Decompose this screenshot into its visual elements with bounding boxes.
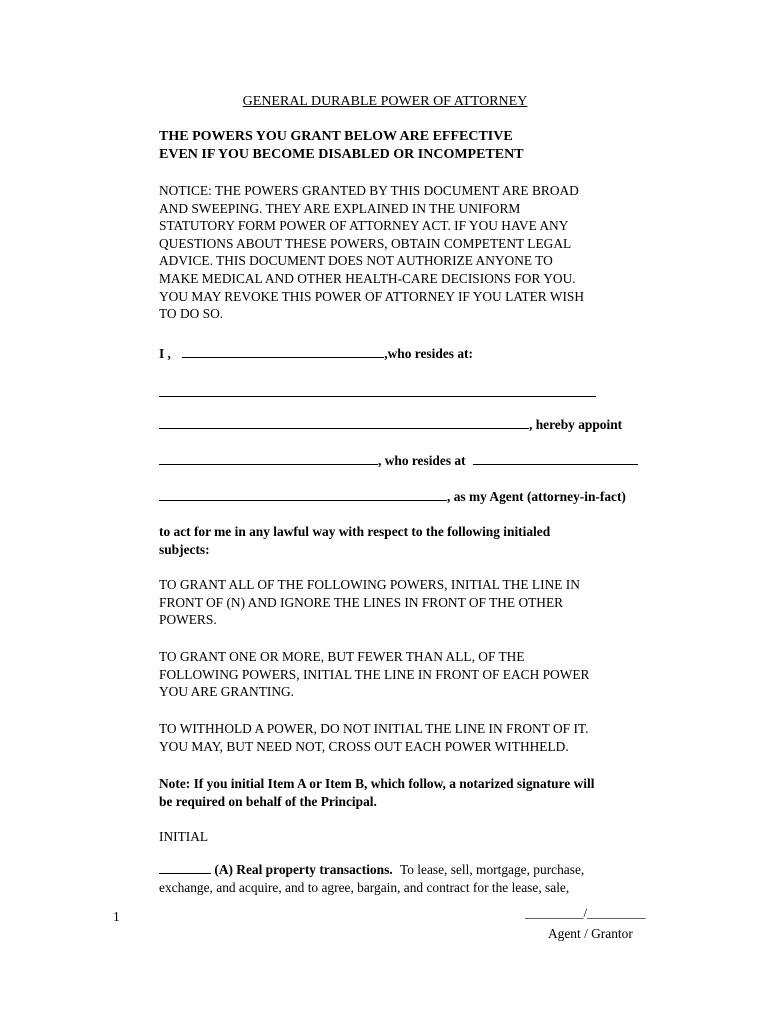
note-paragraph (159, 775, 659, 810)
agent-address-field-2[interactable] (159, 488, 447, 501)
effective-line-2: EVEN IF YOU BECOME DISABLED OR INCOMPETENT (159, 147, 524, 162)
grant-some-paragraph (159, 648, 659, 701)
notice-line: MAKE MEDICAL AND OTHER HEALTH-CARE DECISIONS FOR YOU. (159, 270, 576, 286)
withhold-line: TO WITHHOLD A POWER, DO NOT INITIAL THE LINE IN FRONT OF IT. (159, 721, 589, 736)
notice-line: STATUTORY FORM POWER OF ATTORNEY ACT. IF YOU HAVE ANY (159, 218, 569, 234)
i-label: I , (159, 346, 171, 361)
notice-line: TO DO SO. (159, 306, 224, 322)
item-a-line-1 (159, 861, 659, 879)
signature-label: Agent / Grantor (548, 926, 633, 941)
document-title: GENERAL DURABLE POWER OF ATTORNEY (242, 94, 528, 109)
hereby-appoint-label: , hereby appoint (529, 417, 623, 432)
agent-row (159, 452, 638, 469)
as-agent-label: , as my Agent (attorney-in-fact) (447, 489, 626, 504)
notice-line: ADVICE. THIS DOCUMENT DOES NOT AUTHORIZE ANYONE TO (159, 253, 553, 269)
act-for-me-paragraph (159, 523, 659, 558)
notice-line: AND SWEEPING. THEY ARE EXPLAINED IN THE UNIFORM (159, 200, 521, 216)
act-line: to act for me in any lawful way with respect to the following initialed (159, 524, 551, 539)
grant-all-line: TO GRANT ALL OF THE FOLLOWING POWERS, INITIAL THE LINE IN (159, 577, 580, 592)
initial-label: INITIAL (159, 829, 209, 844)
grant-some-line: TO GRANT ONE OR MORE, BUT FEWER THAN ALL, OF THE (159, 649, 525, 664)
grant-all-line: FRONT OF (N) AND IGNORE THE LINES IN FRONT OF THE OTHER (159, 594, 564, 610)
agent-address-field[interactable] (473, 452, 638, 465)
item-a-heading: (A) Real property transactions. (214, 862, 393, 877)
grant-some-line: FOLLOWING POWERS, INITIAL THE LINE IN FRONT OF EACH POWER (159, 666, 590, 682)
effective-heading (159, 128, 659, 164)
agent-name-field[interactable] (159, 452, 378, 465)
principal-name-field[interactable] (182, 345, 384, 358)
appoint-row (159, 416, 622, 433)
grant-all-paragraph (159, 576, 659, 629)
act-line: subjects: (159, 541, 210, 557)
item-a-paragraph (159, 861, 659, 896)
resides-at-label: ,who resides at: (384, 346, 473, 361)
withhold-paragraph (159, 720, 659, 755)
principal-address-field-2[interactable] (159, 416, 529, 429)
item-a-initial-field[interactable] (159, 861, 211, 874)
item-a-text: To lease, sell, mortgage, purchase, (400, 862, 585, 877)
who-resides-at-label: , who resides at (378, 453, 466, 468)
note-line: Note: If you initial Item A or Item B, which follow, a notarized signature will (159, 776, 595, 791)
effective-line-1: THE POWERS YOU GRANT BELOW ARE EFFECTIVE (159, 129, 513, 144)
page-number: 1 (113, 909, 120, 924)
agent-designation-row (159, 488, 626, 505)
principal-address-field[interactable] (159, 396, 596, 397)
principal-row (159, 345, 473, 362)
grant-some-line: YOU ARE GRANTING. (159, 684, 295, 700)
grant-all-line: POWERS. (159, 612, 217, 628)
notice-paragraph (159, 182, 659, 323)
initials-signature-line[interactable]: _________/_________ (525, 905, 646, 920)
withhold-line: YOU MAY, BUT NEED NOT, CROSS OUT EACH POWER WITHHELD. (159, 738, 569, 754)
notice-line: QUESTIONS ABOUT THESE POWERS, OBTAIN COMPETENT LEGAL (159, 235, 572, 251)
note-line: be required on behalf of the Principal. (159, 793, 377, 809)
notice-line: YOU MAY REVOKE THIS POWER OF ATTORNEY IF YOU LATER WISH (159, 288, 585, 304)
notice-line: NOTICE: THE POWERS GRANTED BY THIS DOCUMENT ARE BROAD (159, 183, 579, 198)
item-a-line-2: exchange, and acquire, and to agree, bargain, and contract for the lease, sale, (159, 879, 570, 895)
